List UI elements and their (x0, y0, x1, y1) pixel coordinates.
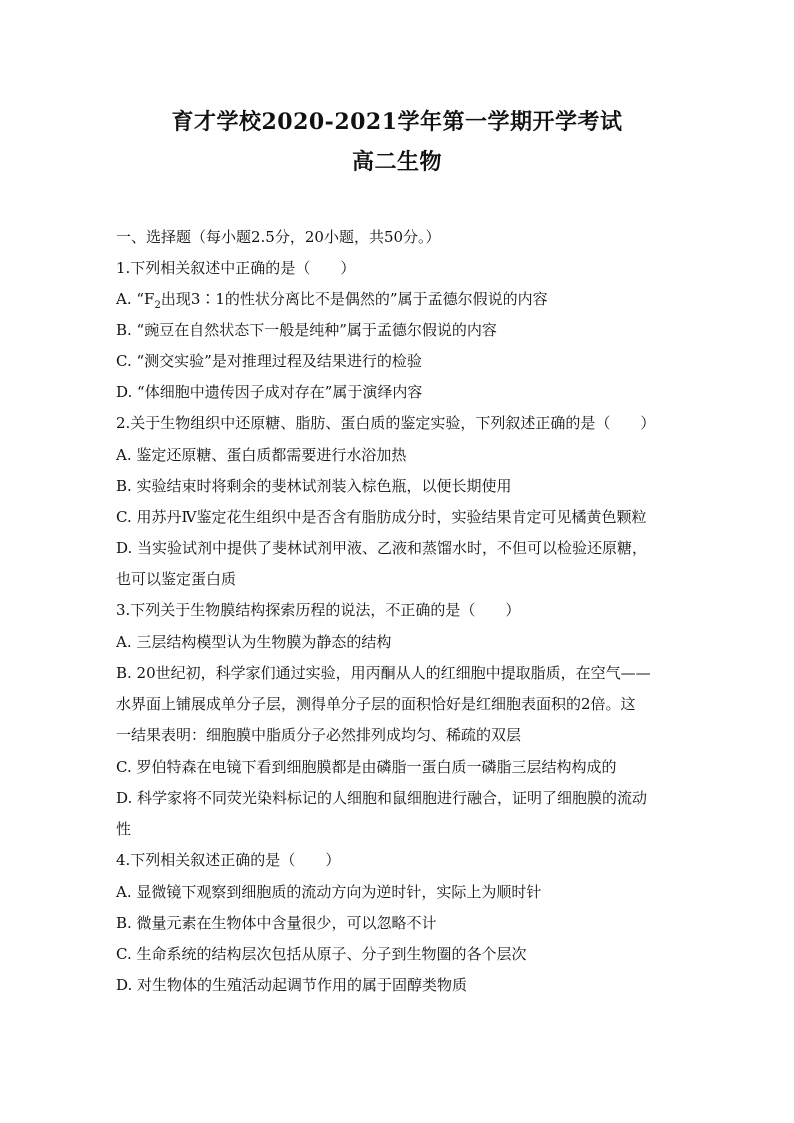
document-title: 育才学校2020-2021学年第一学期开学考试 (171, 109, 623, 135)
option-a-text: 出现3∶1的性状分离比不是偶然的”属于孟德尔假说的内容 (160, 290, 548, 308)
question-1-option-d: D. “体细胞中遗传因子成对存在”属于演绎内容 (116, 383, 423, 401)
question-3-option-c: C. 罗伯特森在电镜下看到细胞膜都是由磷脂一蛋白质一磷脂三层结构构成的 (116, 758, 617, 776)
question-3-option-d-line1: D. 科学家将不同荧光染料标记的人细胞和鼠细胞进行融合，证明了细胞膜的流动 (116, 789, 648, 807)
question-2-option-b: B. 实验结束时将剩余的斐林试剂装入棕色瓶，以便长期使用 (116, 477, 512, 495)
question-2-option-c: C. 用苏丹Ⅳ鉴定花生组织中是否含有脂肪成分时，实验结果肯定可见橘黄色颗粒 (116, 508, 647, 526)
question-3-option-b-line3: 一结果表明：细胞膜中脂质分子必然排列成均匀、稀疏的双层 (116, 726, 522, 744)
question-2-stem: 2.关于生物组织中还原糖、脂肪、蛋白质的鉴定实验，下列叙述正确的是（ ） (116, 414, 656, 432)
question-3-option-d-line2: 性 (116, 820, 132, 838)
question-4-option-b: B. 微量元素在生物体中含量很少，可以忽略不计 (116, 914, 437, 932)
question-2-option-a: A. 鉴定还原糖、蛋白质都需要进行水浴加热 (116, 446, 407, 464)
question-4-stem: 4.下列相关叙述正确的是（ ） (116, 851, 341, 869)
question-2-option-d-line1: D. 当实验试剂中提供了斐林试剂甲液、乙液和蒸馏水时，不但可以检验还原糖， (116, 539, 648, 557)
document-subtitle: 高二生物 (351, 149, 442, 175)
question-4-option-d: D. 对生物体的生殖活动起调节作用的属于固醇类物质 (116, 976, 468, 994)
question-1-option-b: B. “豌豆在自然状态下一般是纯种”属于孟德尔假说的内容 (116, 321, 497, 339)
question-2-option-d-line2: 也可以鉴定蛋白质 (116, 570, 237, 588)
option-a-prefix: A. “F (116, 290, 155, 308)
question-4-option-c: C. 生命系统的结构层次包括从原子、分子到生物圈的各个层次 (116, 945, 527, 963)
question-4-option-a: A. 显微镜下观察到细胞质的流动方向为逆时针，实际上为顺时针 (116, 883, 542, 901)
question-1-option-c: C. “测交实验”是对推理过程及结果进行的检验 (116, 352, 422, 370)
question-1-option-a (116, 289, 686, 309)
section-heading: 一、选择题（每小题2.5分，20小题，共50分。） (116, 228, 441, 246)
question-3-stem: 3.下列关于生物膜结构探索历程的说法，不正确的是（ ） (116, 601, 521, 619)
question-3-option-b-line1: B. 20世纪初，科学家们通过实验，用丙酮从人的红细胞中提取脂质，在空气—— (116, 664, 651, 682)
question-3-option-a: A. 三层结构模型认为生物膜为静态的结构 (116, 633, 392, 651)
question-1-stem: 1.下列相关叙述中正确的是（ ） (116, 259, 356, 277)
option-a-subscript: 2 (154, 300, 161, 311)
question-3-option-b-line2: 水界面上铺展成单分子层，测得单分子层的面积恰好是红细胞表面积的2倍。这 (116, 695, 636, 713)
